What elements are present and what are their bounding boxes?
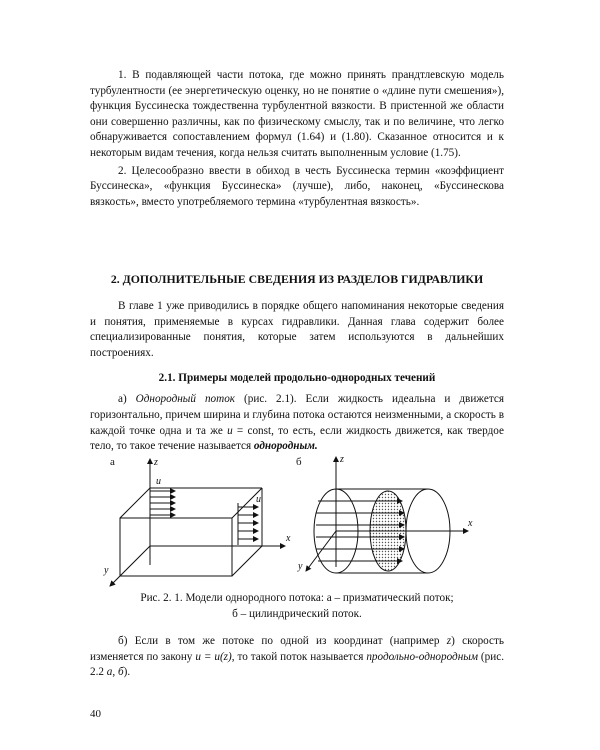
axis-y-label: y (104, 565, 109, 576)
caption-line-1: Рис. 2. 1. Модели однородного потока: а – призматический поток; (140, 592, 454, 604)
axis-z-label: z (154, 457, 158, 468)
paragraph-4: а) Однородный поток (рис. 2.1). Если жидкость идеальна и движется горизонтально, причем ширина и глубина потока остаются неизменными, а скорость в каждой точке одна и та же u = const, то есть, если жидкость движется, как твердое тело, то такое течение называется однородным. (90, 393, 504, 453)
figure-2-1 (0, 445, 600, 595)
prism-flow-diagram (103, 456, 291, 586)
axis-y-label-b: y (298, 561, 303, 572)
axis-x-label: x (286, 533, 291, 544)
velocity-u-label-left: u (156, 476, 161, 487)
velocity-u-label-right: u (256, 494, 261, 505)
axis-z-label-b: z (340, 454, 344, 465)
paragraph-5: б) Если в том же потоке по одной из координат (например z) скорость изменяется по закону u = u(z), то такой поток называется продольно-однородным (рис. 2.2 а, б). (90, 635, 504, 679)
caption-line-2: б – цилиндрический поток. (232, 608, 362, 620)
paragraph-3: В главе 1 уже приводились в порядке общего напоминания некоторые сведения и понятия, применяемые в курсах гидравлики. Данная глава содержит более специализированные понятия, которые затем используются в дальнейших построениях. (90, 300, 504, 359)
paragraph-1: 1. В подавляющей части потока, где можно принять прандтлевскую модель турбулентности (ее энергетическую оценку, но не понятие о «длине пути смешения»), функция Буссинеска тождественна турбулентной вязкости. В пристенной же области они совершенно различны, как по физическому смыслу, так и по величине, что легко обнаруживается сопоставлением формул (1.64) и (1.80). Сказанное относится и к некоторым видам течения, когда нельзя считать выполненным условие (1.75). (90, 69, 504, 159)
section-heading: 2. ДОПОЛНИТЕЛЬНЫЕ СВЕДЕНИЯ ИЗ РАЗДЕЛОВ ГИДРАВЛИКИ (110, 272, 484, 286)
cylinder-flow-diagram (296, 454, 473, 573)
paragraph-2: 2. Целесообразно ввести в обиход в честь Буссинеска термин «коэффициент Буссинеска», «функция Буссинеска» (лучше), либо, наконец, «Буссинескова вязкость», вместо употребляемого термина «турбулентная вязкость». (90, 164, 504, 208)
figure-caption (90, 590, 504, 622)
paragraph-5-block (90, 634, 504, 681)
section-block (90, 272, 504, 455)
page-body (90, 68, 504, 210)
subsection-heading: 2.1. Примеры моделей продольно-однородных течений (158, 372, 436, 385)
label-b: б (296, 456, 302, 468)
axis-x-label-b: x (468, 518, 473, 529)
page-number: 40 (90, 708, 101, 720)
label-a: а (110, 456, 115, 468)
